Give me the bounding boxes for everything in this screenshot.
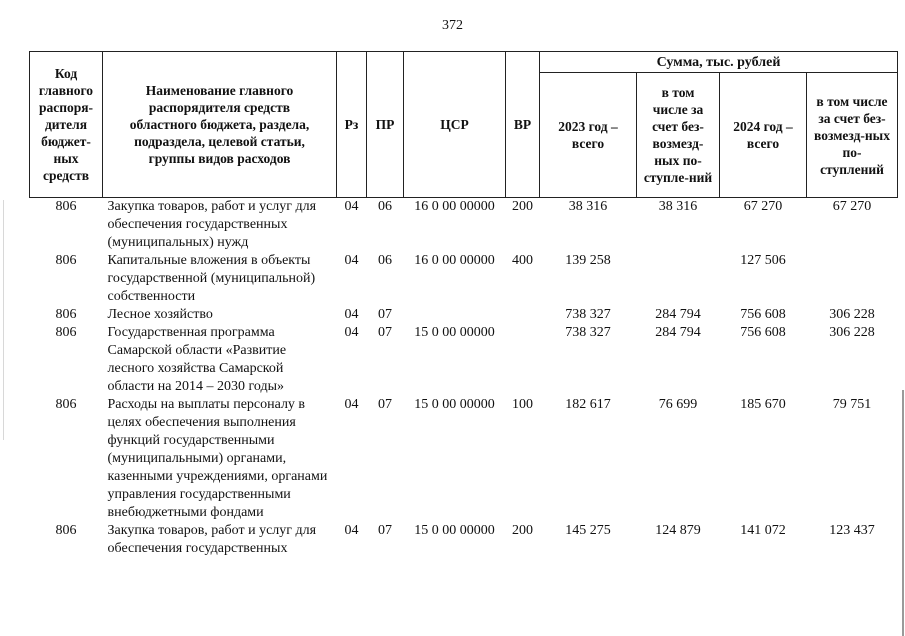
header-sum-group: Сумма, тыс. рублей — [540, 52, 898, 73]
cell-2023-free: 38 316 — [658, 199, 698, 214]
page-number: 372 — [442, 18, 463, 33]
cell-2024-free: 306 228 — [829, 307, 875, 322]
header-csr: ЦСР — [404, 52, 506, 198]
budget-table — [29, 51, 898, 558]
cell-2023-free: 284 794 — [655, 325, 701, 340]
cell-name: Лесное хозяйство — [107, 307, 213, 322]
cell-pr: 07 — [378, 397, 392, 412]
cell-pr: 06 — [378, 253, 392, 268]
cell-2023-total: 38 316 — [568, 199, 608, 214]
cell-code: 806 — [55, 325, 77, 340]
cell-2024-total: 67 270 — [743, 199, 783, 214]
table-row — [30, 324, 898, 396]
header-2024-free: в том числе за счет без-возмезд-ных по-ступлений — [807, 73, 898, 198]
cell-rz: 04 — [344, 307, 359, 322]
cell-2024-total: 141 072 — [740, 523, 786, 538]
cell-rz: 04 — [344, 397, 359, 412]
cell-csr — [404, 306, 506, 324]
cell-2024-total: 756 608 — [740, 325, 786, 340]
cell-csr: 16 0 00 00000 — [414, 253, 495, 268]
table-row — [30, 252, 898, 306]
cell-2024-free: 67 270 — [832, 199, 872, 214]
scan-artifact-line — [3, 200, 4, 440]
cell-vr: 200 — [512, 523, 533, 538]
cell-code: 806 — [55, 307, 77, 322]
cell-code: 806 — [55, 199, 77, 214]
cell-2023-total: 182 617 — [565, 397, 611, 412]
cell-pr: 07 — [378, 307, 392, 322]
cell-pr: 07 — [378, 523, 392, 538]
cell-vr — [506, 306, 540, 324]
cell-code: 806 — [55, 397, 77, 412]
table-row — [30, 396, 898, 522]
cell-rz: 04 — [344, 523, 359, 538]
cell-2023-total: 145 275 — [565, 523, 611, 538]
header-rz: Рз — [337, 52, 367, 198]
header-2023-free: в том числе за счет без-возмезд-ных по-ступле-ний — [637, 73, 720, 198]
cell-2023-free — [637, 252, 720, 306]
cell-pr: 07 — [378, 325, 392, 340]
cell-csr: 15 0 00 00000 — [414, 397, 495, 412]
header-vr: ВР — [506, 52, 540, 198]
cell-code: 806 — [55, 523, 77, 538]
cell-2023-total: 738 327 — [565, 325, 611, 340]
cell-rz: 04 — [344, 199, 359, 214]
header-pr: ПР — [367, 52, 404, 198]
table-row — [30, 522, 898, 558]
cell-2024-total: 185 670 — [740, 397, 786, 412]
cell-name: Государственная программа Самарской области «Развитие лесного хозяйства Самарской области на 2014 – 2030 годы» — [107, 325, 287, 394]
cell-2023-total: 139 258 — [565, 253, 611, 268]
header-2023-total: 2023 год – всего — [540, 73, 637, 198]
cell-csr: 15 0 00 00000 — [414, 523, 495, 538]
cell-2024-free — [807, 252, 898, 306]
cell-csr: 15 0 00 00000 — [414, 325, 495, 340]
cell-2024-total: 756 608 — [740, 307, 786, 322]
cell-2023-free: 284 794 — [655, 307, 701, 322]
cell-name: Капитальные вложения в объекты государственной (муниципальной) собственности — [107, 253, 316, 304]
cell-2024-free: 123 437 — [829, 523, 875, 538]
cell-2024-free: 79 751 — [832, 397, 872, 412]
cell-rz: 04 — [344, 253, 359, 268]
table-row — [30, 306, 898, 324]
cell-2023-total: 738 327 — [565, 307, 611, 322]
cell-code: 806 — [55, 253, 77, 268]
cell-vr: 100 — [512, 397, 533, 412]
header-name: Наименование главного распорядителя средств областного бюджета, раздела, подраздела, целевой статьи, группы видов расходов — [103, 52, 337, 198]
cell-name: Закупка товаров, работ и услуг для обеспечения государственных (муниципальных) нужд — [107, 199, 317, 250]
table-row — [30, 198, 898, 253]
cell-2023-free: 124 879 — [655, 523, 701, 538]
cell-2024-free: 306 228 — [829, 325, 875, 340]
cell-csr: 16 0 00 00000 — [414, 199, 495, 214]
cell-pr: 06 — [378, 199, 392, 214]
cell-vr: 400 — [512, 253, 533, 268]
header-code: Код главного распоря-дителя бюджет-ных средств — [30, 52, 103, 198]
cell-name: Закупка товаров, работ и услуг для обеспечения государственных — [107, 523, 317, 556]
scan-artifact-line — [902, 390, 904, 636]
cell-rz: 04 — [344, 325, 359, 340]
cell-2024-total: 127 506 — [740, 253, 786, 268]
cell-vr — [506, 324, 540, 396]
cell-vr: 200 — [512, 199, 533, 214]
header-2024-total: 2024 год – всего — [720, 73, 807, 198]
cell-name: Расходы на выплаты персоналу в целях обеспечения выполнения функций государственными (муниципальными) органами, казенными учреждениями, органами управления государственными внебюджетными фондами — [107, 397, 328, 520]
cell-2023-free: 76 699 — [658, 397, 698, 412]
